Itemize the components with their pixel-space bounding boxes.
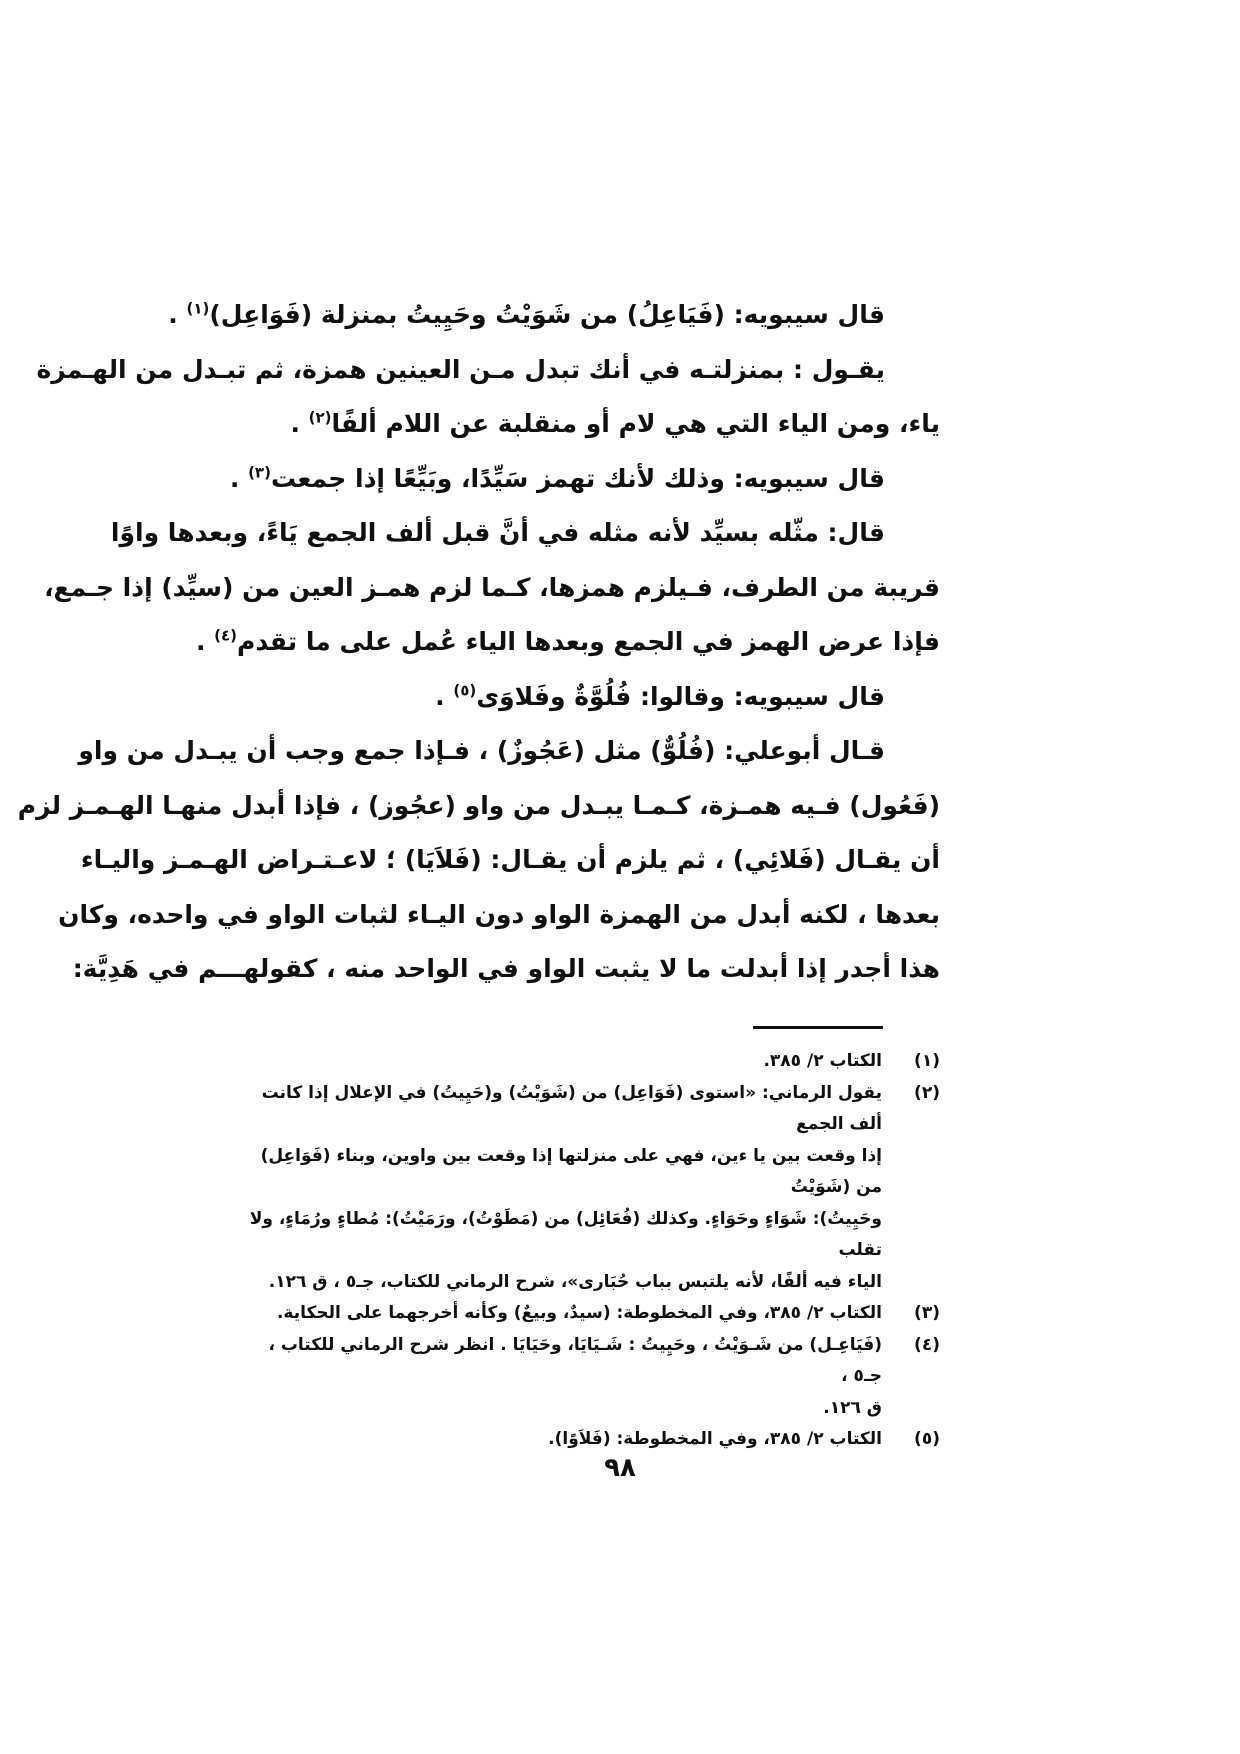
line-text: قال سيبويه: (فَيَاعِلُ) من شَوَيْتُ وحَيِيتُ بمنزلة (فَوَاعِل) (209, 300, 885, 329)
text-line (195, 615, 940, 670)
footnote-number: (٤) (914, 1334, 940, 1355)
footnote (240, 1046, 940, 1078)
footnote (240, 1078, 940, 1299)
line-text: قريبة من الطرف، فـيلزم همزها، كـما لزم همـز العين من (سيِّد) إذا جـمع، (44, 572, 940, 602)
page-number: ٩٨ (604, 1453, 636, 1483)
footnote-ref: (٥) (453, 681, 477, 700)
footnote-text: وحَيِيتُ): شَوَاءٍ وحَوَاءٍ. وكذلك (فُعَائِل) من (مَطَوْتُ)، ورَمَيْتُ): مُطاءٍ ورُمَاءٍ، ولا تقلب (249, 1208, 882, 1260)
text-line (240, 397, 940, 452)
footnote-number: (٣) (914, 1303, 940, 1323)
text-line (80, 833, 940, 888)
text-line (229, 452, 940, 507)
footnote-number: (٢) (914, 1082, 940, 1103)
footnote (240, 1298, 940, 1330)
line-text: قال سيبويه: وذلك لأنك تهمز سَيِّدًا، وبَيِّعًا إذا جمعت (270, 463, 885, 493)
line-end: . (195, 627, 215, 656)
footnote-text: (فَيَاعِـل) من شَـوَيْتُ ، وحَيِيتُ : شَـيَايَا، وحَيَايَا . انظر شرح الرماني للكتاب ، جـ٥ ، (268, 1334, 882, 1386)
line-text: هذا أجدر إذا أبدلت ما لا يثبت الواو في الواحد منه ، كقولهـــم في هَدِيَّة: (72, 954, 940, 983)
line-text: (فَعُول) فـيه همـزة، كـمـا يبـدل من واو (عجُوز) ، فإذا أبدل منهـا الهـمـز لزم (17, 790, 940, 820)
line-text: قال: مثّله بسيِّد لأنه مثله في أنَّ قبل ألف الجمع يَاءً، وبعدها واوًا (110, 518, 885, 547)
footnotes (240, 1046, 940, 1456)
text-line (72, 942, 940, 997)
text-line (17, 779, 940, 834)
footnote-ref: (١) (186, 299, 210, 318)
footnote-text: إذا وقعت بين يا ءين، فهي على منزلتها إذا وقعت بين واوين، وبناء (فَوَاعِل) من (شَوَيْتُ (260, 1145, 882, 1197)
text-line (168, 288, 940, 343)
text-line (110, 506, 940, 561)
line-text: قال سيبويه: وقالوا: فُلُوَّةٌ وفَلاوَى (476, 681, 885, 711)
text-line (36, 343, 940, 398)
text-line (78, 724, 940, 779)
footnote-text: الكتاب ٢/ ٣٨٥، وفي المخطوطة: (فَلاَوًا). (548, 1429, 882, 1449)
footnote-ref: (٣) (248, 463, 271, 482)
line-end: . (229, 463, 249, 493)
line-text: أن يقـال (فَلائِي) ، ثم يلزم أن يقـال: (فَلاَيَا) ؛ لاعـتـراض الهـمـز واليـاء (80, 845, 940, 874)
line-text: فإذا عرض الهمز في الجمع وبعدها الياء عُمل على ما تقدم (237, 627, 940, 656)
line-end: . (290, 409, 309, 438)
footnote-ref: (٢) (308, 408, 332, 427)
footnote-number: (١) (914, 1051, 940, 1071)
line-text: بعدها ، لكنه أبدل من الهمزة الواو دون اليـاء لثبات الواو في واحده، وكان (58, 899, 940, 929)
footnote (240, 1330, 940, 1425)
text-line (58, 888, 940, 943)
text-line (240, 670, 940, 725)
line-end: . (168, 300, 187, 329)
text-line (44, 561, 940, 616)
footnote (240, 1424, 940, 1456)
line-text: ياء، ومن الياء التي هي لام أو منقلبة عن اللام ألفًا (331, 409, 940, 438)
footnote-separator (753, 1026, 883, 1029)
footnote-ref: (٤) (214, 626, 238, 645)
main-text (17, 288, 940, 997)
footnote-text: يقول الرماني: «استوى (فَوَاعِل) من (شَوَيْتُ) و(حَيِيتُ) في الإعلال إذا كانت ألف الجمع (261, 1082, 882, 1134)
line-text: قـال أبوعلي: (فُلُوٌّ) مثل (عَجُوزٌ) ، فـإذا جمع وجب أن يبـدل من واو (78, 736, 885, 765)
line-text: يقـول : بمنزلتـه في أنك تبدل مـن العينين همزة، ثم تبـدل من الهـمزة (36, 354, 885, 384)
footnote-number: (٥) (914, 1429, 940, 1449)
footnote-text: الكتاب ٢/ ٣٨٥. (763, 1051, 882, 1071)
footnote-text: الكتاب ٢/ ٣٨٥، وفي المخطوطة: (سيدٌ، وبيعٌ) وكأنه أخرجهما على الحكاية. (276, 1303, 882, 1323)
line-end: . (435, 681, 454, 711)
footnote-text: ق ١٢٦. (823, 1397, 882, 1418)
footnote-text: الياء فيه ألفًا، لأنه يلتبس بباب حُبَارى»، شرح الرماني للكتاب، جـ٥ ، ق ١٢٦. (268, 1271, 882, 1292)
